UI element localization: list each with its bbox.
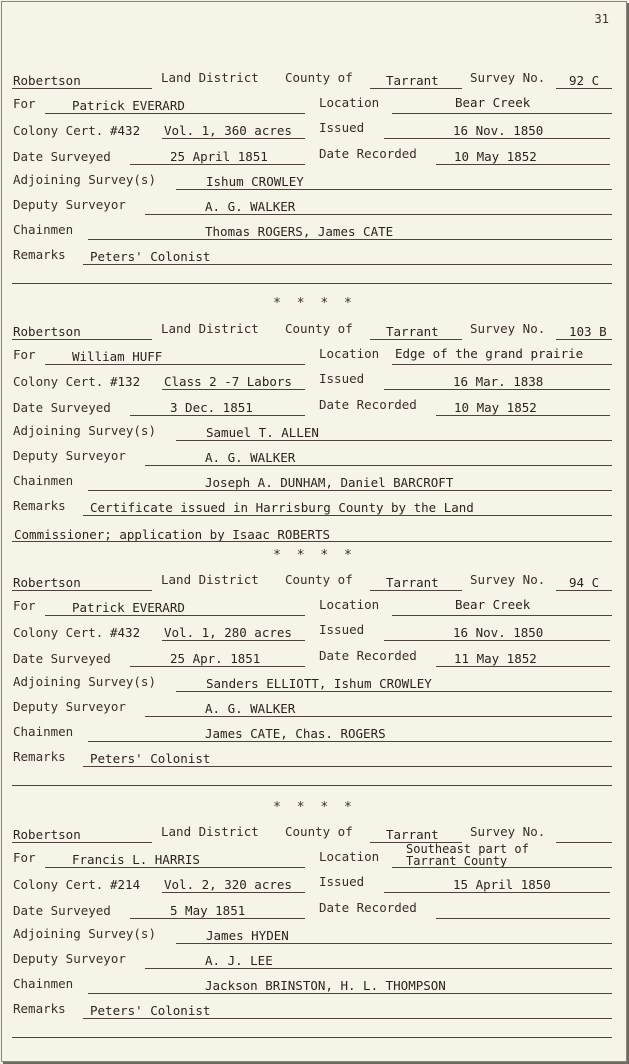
cert-no-value: #432 — [110, 625, 141, 641]
county-value: Tarrant — [386, 324, 439, 339]
date-recorded-line — [436, 164, 610, 165]
land-district-label: Land District — [161, 70, 259, 85]
issued-value: 15 April 1850 — [453, 877, 551, 893]
chainmen-line — [88, 490, 612, 491]
deputy-surveyor-value: A. G. WALKER — [205, 701, 296, 716]
adjoining-line — [176, 440, 612, 441]
remarks-line — [83, 766, 612, 767]
chainmen-label: Chainmen — [13, 473, 74, 489]
district-line — [12, 339, 152, 340]
survey-no-line — [556, 88, 612, 89]
county-line — [370, 590, 462, 591]
issued-label: Issued — [319, 371, 365, 387]
chainmen-value: Thomas ROGERS, James CATE — [205, 224, 394, 240]
remarks-value: Certificate issued in Harrisburg County by the Land — [90, 500, 474, 516]
district-line — [12, 88, 152, 89]
date-recorded-value: 11 May 1852 — [454, 650, 537, 666]
land-district-label: Land District — [161, 572, 259, 587]
deputy-surveyor-line — [145, 968, 612, 969]
district-value: Robertson — [13, 575, 81, 590]
cert-detail-line — [162, 138, 305, 139]
adjoining-line — [176, 691, 612, 692]
chainmen-value: Joseph A. DUNHAM, Daniel BARCROFT — [205, 475, 454, 491]
district-line — [12, 590, 152, 591]
remarks-line — [83, 515, 612, 516]
chainmen-label: Chainmen — [13, 976, 74, 992]
issued-label: Issued — [319, 622, 365, 638]
survey-no-label: Survey No. — [470, 572, 546, 587]
district-value: Robertson — [13, 827, 81, 842]
adjoining-value: Sanders ELLIOTT, Ishum CROWLEY — [206, 675, 432, 691]
county-value: Tarrant — [386, 827, 439, 842]
for-label: For — [13, 598, 36, 614]
date-recorded-line — [436, 666, 610, 667]
chainmen-line — [88, 993, 612, 994]
survey-no-label: Survey No. — [470, 321, 546, 336]
adjoining-value: Samuel T. ALLEN — [206, 424, 319, 440]
page-number: 31 — [594, 12, 609, 26]
issued-line — [384, 892, 610, 893]
county-of-label: County of — [285, 572, 353, 587]
for-value: Francis L. HARRIS — [72, 852, 200, 868]
location-label: Location — [319, 95, 380, 111]
cert-no-value: #132 — [110, 374, 141, 390]
deputy-surveyor-value: A. G. WALKER — [205, 199, 296, 214]
date-surveyed-value: 25 Apr. 1851 — [170, 650, 261, 666]
issued-value: 16 Nov. 1850 — [453, 625, 544, 641]
chainmen-line — [88, 239, 612, 240]
county-of-label: County of — [285, 70, 353, 85]
issued-value: 16 Nov. 1850 — [453, 123, 544, 139]
survey-no-value: 94 C — [569, 575, 600, 590]
cert-detail-line — [162, 892, 305, 893]
chainmen-value: James CATE, Chas. ROGERS — [205, 726, 386, 742]
deputy-surveyor-line — [145, 716, 612, 717]
county-line — [370, 339, 462, 340]
cert-no-value: #432 — [110, 123, 141, 139]
adjoining-label: Adjoining Survey(s) — [13, 673, 156, 689]
deputy-surveyor-label: Deputy Surveyor — [13, 951, 126, 966]
chainmen-label: Chainmen — [13, 724, 74, 740]
location-label: Location — [319, 346, 380, 362]
district-line — [12, 842, 152, 843]
colony-cert-label: Colony Cert. — [13, 374, 104, 390]
remarks-line2 — [12, 541, 612, 542]
district-value: Robertson — [13, 73, 81, 88]
for-line — [45, 113, 305, 114]
remarks-line2 — [12, 1037, 612, 1038]
remarks-value: Peters' Colonist — [90, 751, 211, 767]
date-recorded-line — [436, 415, 610, 416]
cert-detail-line — [162, 389, 305, 390]
survey-no-value: 103 B — [569, 324, 607, 339]
record-separator: * * * * — [273, 296, 356, 311]
cert-no-value: #214 — [110, 877, 141, 893]
remarks-label: Remarks — [13, 247, 66, 263]
for-label: For — [13, 96, 36, 112]
remarks-label: Remarks — [13, 749, 66, 765]
for-line — [45, 867, 305, 868]
county-of-label: County of — [285, 321, 353, 336]
remarks-value-line2: Commissioner; application by Isaac ROBERTS — [14, 526, 331, 542]
adjoining-line — [176, 943, 612, 944]
remarks-line — [83, 264, 612, 265]
location-label: Location — [319, 597, 380, 613]
chainmen-value: Jackson BRINSTON, H. L. THOMPSON — [205, 978, 446, 994]
location-value: Bear Creek — [455, 597, 531, 613]
date-recorded-label: Date Recorded — [319, 145, 417, 161]
deputy-surveyor-value: A. J. LEE — [205, 953, 273, 968]
for-label: For — [13, 850, 36, 866]
record-separator: * * * * — [273, 548, 356, 563]
survey-no-line — [556, 339, 612, 340]
date-recorded-value: 10 May 1852 — [454, 148, 537, 164]
remarks-label: Remarks — [13, 1001, 66, 1017]
remarks-value: Peters' Colonist — [90, 249, 211, 265]
chainmen-line — [88, 741, 612, 742]
chainmen-label: Chainmen — [13, 222, 74, 238]
adjoining-value: James HYDEN — [206, 927, 289, 943]
survey-no-line — [556, 842, 612, 843]
colony-cert-label: Colony Cert. — [13, 625, 104, 641]
survey-no-label: Survey No. — [470, 824, 546, 839]
issued-value: 16 Mar. 1838 — [453, 374, 544, 390]
location-value: Edge of the grand prairie — [395, 346, 584, 362]
location-value-line2: Tarrant County — [406, 854, 508, 869]
land-district-label: Land District — [161, 824, 259, 839]
location-line — [392, 867, 612, 868]
adjoining-label: Adjoining Survey(s) — [13, 171, 156, 187]
date-recorded-line — [436, 918, 610, 919]
date-recorded-value: 10 May 1852 — [454, 399, 537, 415]
for-value: Patrick EVERARD — [72, 98, 185, 114]
location-line — [392, 615, 612, 616]
date-recorded-label: Date Recorded — [319, 396, 417, 412]
date-surveyed-line — [130, 415, 305, 416]
location-label: Location — [319, 849, 380, 865]
deputy-surveyor-line — [145, 214, 612, 215]
remarks-line2 — [12, 283, 612, 284]
remarks-value: Peters' Colonist — [90, 1003, 211, 1019]
date-surveyed-value: 25 April 1851 — [170, 148, 268, 164]
survey-no-line — [556, 590, 612, 591]
date-surveyed-label: Date Surveyed — [13, 399, 111, 415]
district-value: Robertson — [13, 324, 81, 339]
date-surveyed-label: Date Surveyed — [13, 650, 111, 666]
remarks-label: Remarks — [13, 498, 66, 514]
issued-line — [384, 138, 610, 139]
record-separator: * * * * — [273, 800, 356, 815]
date-recorded-label: Date Recorded — [319, 899, 417, 915]
date-surveyed-label: Date Surveyed — [13, 148, 111, 164]
county-of-label: County of — [285, 824, 353, 839]
date-surveyed-line — [130, 164, 305, 165]
land-district-label: Land District — [161, 321, 259, 336]
for-value: William HUFF — [72, 349, 163, 365]
date-surveyed-line — [130, 666, 305, 667]
colony-cert-label: Colony Cert. — [13, 123, 104, 139]
survey-no-label: Survey No. — [470, 70, 546, 85]
adjoining-line — [176, 189, 612, 190]
issued-line — [384, 640, 610, 641]
adjoining-label: Adjoining Survey(s) — [13, 422, 156, 438]
cert-detail-value: Vol. 1, 280 acres — [164, 625, 292, 641]
county-line — [370, 88, 462, 89]
issued-label: Issued — [319, 874, 365, 890]
for-label: For — [13, 347, 36, 363]
deputy-surveyor-label: Deputy Surveyor — [13, 197, 126, 212]
issued-line — [384, 389, 610, 390]
county-value: Tarrant — [386, 575, 439, 590]
cert-detail-value: Class 2 -7 Labors — [164, 374, 292, 390]
adjoining-value: Ishum CROWLEY — [206, 173, 304, 189]
for-value: Patrick EVERARD — [72, 600, 185, 616]
cert-detail-line — [162, 640, 305, 641]
cert-detail-value: Vol. 1, 360 acres — [164, 123, 292, 139]
issued-label: Issued — [319, 120, 365, 136]
date-surveyed-label: Date Surveyed — [13, 902, 111, 918]
cert-detail-value: Vol. 2, 320 acres — [164, 877, 292, 893]
county-value: Tarrant — [386, 73, 439, 88]
for-line — [45, 615, 305, 616]
remarks-line — [83, 1018, 612, 1019]
date-surveyed-line — [130, 918, 305, 919]
deputy-surveyor-line — [145, 465, 612, 466]
deputy-surveyor-label: Deputy Surveyor — [13, 448, 126, 463]
location-value: Southeast part of — [406, 842, 529, 857]
remarks-line2 — [12, 785, 612, 786]
colony-cert-label: Colony Cert. — [13, 877, 104, 893]
location-value: Bear Creek — [455, 95, 531, 111]
location-line — [392, 364, 612, 365]
deputy-surveyor-label: Deputy Surveyor — [13, 699, 126, 714]
date-recorded-label: Date Recorded — [319, 647, 417, 663]
date-surveyed-value: 5 May 1851 — [170, 902, 246, 918]
adjoining-label: Adjoining Survey(s) — [13, 925, 156, 941]
for-line — [45, 364, 305, 365]
location-line — [392, 113, 612, 114]
survey-no-value: 92 C — [569, 73, 600, 88]
date-surveyed-value: 3 Dec. 1851 — [170, 399, 253, 415]
deputy-surveyor-value: A. G. WALKER — [205, 450, 296, 465]
